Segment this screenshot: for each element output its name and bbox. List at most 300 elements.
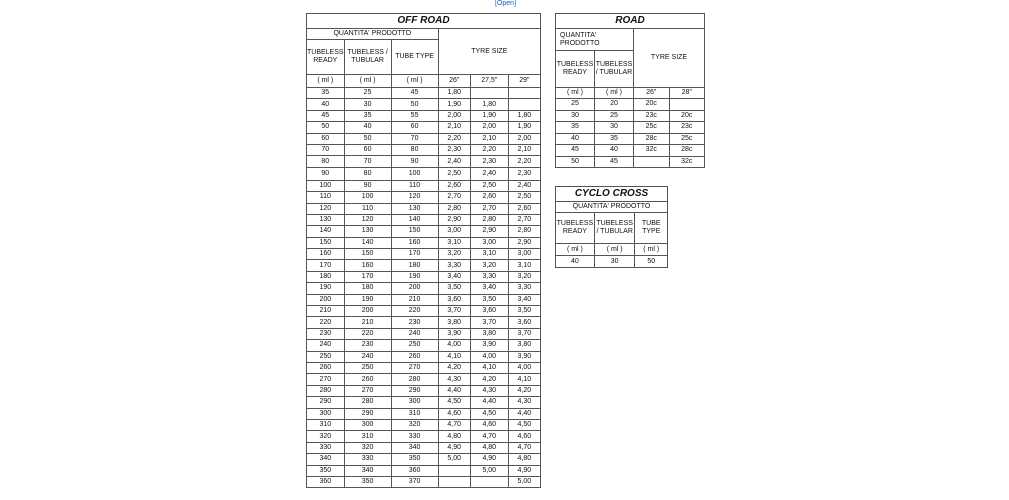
road-col-tubeless-ready: TUBELESS READY <box>556 51 595 88</box>
table-cell: 220 <box>307 317 345 328</box>
table-cell: 130 <box>391 203 438 214</box>
table-cell: 190 <box>391 271 438 282</box>
table-cell: 30 <box>556 110 595 122</box>
road-tyre-size-header: TYRE SIZE <box>634 29 705 88</box>
table-cell: 5,00 <box>508 476 540 487</box>
table-cell: 35 <box>344 110 391 121</box>
table-cell: 45 <box>307 110 345 121</box>
unit-cell: ( ml ) <box>344 75 391 88</box>
table-cell: 25c <box>634 122 670 134</box>
table-cell: 2,50 <box>508 192 540 203</box>
table-row <box>307 99 541 110</box>
table-cell: 80 <box>307 156 345 167</box>
table-cell: 250 <box>344 362 391 373</box>
table-cell: 3,50 <box>470 294 508 305</box>
table-cell: 100 <box>344 192 391 203</box>
table-cell: 2,10 <box>438 122 470 133</box>
road-body <box>556 99 705 168</box>
offroad-col-tube-type: TUBE TYPE <box>391 40 438 75</box>
table-cell: 4,80 <box>438 431 470 442</box>
table-cell: 110 <box>307 192 345 203</box>
table-cell: 320 <box>307 431 345 442</box>
table-cell: 80 <box>391 144 438 155</box>
table-cell: 2,20 <box>438 133 470 144</box>
table-cell: 160 <box>307 249 345 260</box>
table-cell: 40 <box>344 122 391 133</box>
table-cell: 70 <box>391 133 438 144</box>
unit-cell: ( ml ) <box>391 75 438 88</box>
table-cell: 45 <box>595 156 634 168</box>
table-cell: 330 <box>344 454 391 465</box>
table-row <box>307 431 541 442</box>
road-col-tubeless-tubular: TUBELESS / TUBULAR <box>595 51 634 88</box>
table-cell: 3,60 <box>508 317 540 328</box>
offroad-title: OFF ROAD <box>307 14 541 29</box>
table-cell: 3,00 <box>508 249 540 260</box>
road-title: ROAD <box>556 14 705 29</box>
table-row <box>307 180 541 191</box>
table-cell: 4,40 <box>438 385 470 396</box>
table-row <box>307 167 541 180</box>
table-cell: 35 <box>595 133 634 145</box>
table-cell: 230 <box>307 328 345 339</box>
table-cell: 2,60 <box>470 192 508 203</box>
table-cell: 350 <box>307 465 345 476</box>
table-cell: 200 <box>307 294 345 305</box>
table-cell: 2,30 <box>438 144 470 155</box>
table-cell: 2,50 <box>470 180 508 191</box>
table-row <box>307 192 541 203</box>
table-cell: 4,80 <box>470 442 508 453</box>
table-cell <box>470 88 508 99</box>
table-cell: 2,80 <box>508 226 540 237</box>
table-cell: 120 <box>391 192 438 203</box>
table-cell: 3,20 <box>508 271 540 282</box>
table-cell: 4,90 <box>438 442 470 453</box>
table-cell: 25 <box>595 110 634 122</box>
table-cell: 130 <box>344 226 391 237</box>
table-cell: 3,10 <box>508 260 540 271</box>
table-cell: 32c <box>634 145 670 157</box>
table-row <box>307 144 541 155</box>
table-cell: 240 <box>344 351 391 362</box>
table-cell: 310 <box>307 419 345 430</box>
table-cell: 2,60 <box>438 180 470 191</box>
table-cell: 4,70 <box>508 442 540 453</box>
table-cell: 180 <box>307 271 345 282</box>
table-cell: 290 <box>307 397 345 408</box>
table-cell: 330 <box>307 442 345 453</box>
table-cell: 2,50 <box>438 167 470 180</box>
table-row <box>307 249 541 260</box>
table-cell: 70 <box>344 156 391 167</box>
table-cell: 3,10 <box>438 237 470 248</box>
table-cell: 3,10 <box>470 249 508 260</box>
table-cell: 210 <box>391 294 438 305</box>
table-cell: 230 <box>391 317 438 328</box>
table-cell: 1,90 <box>470 110 508 121</box>
table-cell: 45 <box>391 88 438 99</box>
table-cell: 45 <box>556 145 595 157</box>
table-cell: 20c <box>634 99 670 111</box>
table-cell: 4,20 <box>470 374 508 385</box>
table-cell: 270 <box>391 362 438 373</box>
table-cell: 340 <box>391 442 438 453</box>
open-link[interactable]: [Open] <box>495 0 517 7</box>
table-cell: 23c <box>669 122 705 134</box>
table-cell: 140 <box>391 214 438 225</box>
table-cell: 280 <box>391 374 438 385</box>
table-cell: 3,30 <box>470 271 508 282</box>
table-cell: 260 <box>391 351 438 362</box>
table-row <box>307 237 541 248</box>
table-cell: 250 <box>307 351 345 362</box>
table-cell: 280 <box>307 385 345 396</box>
table-cell: 360 <box>307 476 345 487</box>
table-cell: 2,10 <box>508 144 540 155</box>
table-row <box>307 351 541 362</box>
table-cell: 2,90 <box>438 214 470 225</box>
table-cell: 2,80 <box>438 203 470 214</box>
table-cell: 50 <box>556 156 595 168</box>
table-cell: 3,00 <box>438 226 470 237</box>
unit-cell: ( ml ) <box>307 75 345 88</box>
table-cell: 320 <box>344 442 391 453</box>
unit-cell: 28" <box>669 88 705 99</box>
table-row <box>556 99 705 111</box>
table-cell: 2,20 <box>470 144 508 155</box>
table-cell: 240 <box>391 328 438 339</box>
cyclo-table <box>555 186 668 268</box>
table-cell <box>634 156 670 168</box>
table-cell: 4,60 <box>470 419 508 430</box>
table-cell: 120 <box>344 214 391 225</box>
table-cell: 330 <box>391 431 438 442</box>
table-row <box>556 133 705 145</box>
table-row <box>307 306 541 317</box>
table-cell: 30 <box>595 122 634 134</box>
table-cell <box>438 465 470 476</box>
table-cell: 4,20 <box>438 362 470 373</box>
table-cell: 350 <box>344 476 391 487</box>
table-cell: 3,70 <box>438 306 470 317</box>
unit-cell: ( ml ) <box>595 88 634 99</box>
table-cell: 2,80 <box>470 214 508 225</box>
table-cell <box>438 476 470 487</box>
table-row <box>307 385 541 396</box>
table-cell: 4,60 <box>438 408 470 419</box>
table-cell: 190 <box>307 283 345 294</box>
table-cell: 40 <box>556 256 595 268</box>
table-cell: 1,80 <box>470 99 508 110</box>
table-cell: 190 <box>344 294 391 305</box>
table-row <box>307 408 541 419</box>
table-cell: 90 <box>307 167 345 180</box>
table-cell: 2,90 <box>508 237 540 248</box>
table-cell: 80 <box>344 167 391 180</box>
table-cell: 150 <box>391 226 438 237</box>
table-cell: 20 <box>595 99 634 111</box>
table-cell: 150 <box>344 249 391 260</box>
table-cell: 250 <box>391 340 438 351</box>
unit-cell: 29" <box>508 75 540 88</box>
table-cell: 110 <box>344 203 391 214</box>
table-cell: 4,50 <box>508 419 540 430</box>
table-cell: 2,40 <box>470 167 508 180</box>
table-cell: 160 <box>344 260 391 271</box>
unit-cell: 26" <box>634 88 670 99</box>
table-cell: 350 <box>391 454 438 465</box>
offroad-col-tubeless-ready: TUBELESS READY <box>307 40 345 75</box>
table-cell: 90 <box>344 180 391 191</box>
road-qty-header: QUANTITA' PRODOTTO <box>556 29 634 51</box>
table-cell: 100 <box>391 167 438 180</box>
table-cell: 4,60 <box>508 431 540 442</box>
table-cell: 25 <box>344 88 391 99</box>
table-row <box>307 110 541 121</box>
table-cell: 3,80 <box>470 328 508 339</box>
table-row <box>307 294 541 305</box>
table-cell: 280 <box>344 397 391 408</box>
table-cell: 50 <box>391 99 438 110</box>
table-cell: 300 <box>391 397 438 408</box>
table-cell: 2,00 <box>470 122 508 133</box>
table-cell: 28c <box>669 145 705 157</box>
table-cell: 2,90 <box>470 226 508 237</box>
table-cell: 3,70 <box>470 317 508 328</box>
table-cell: 3,70 <box>508 328 540 339</box>
offroad-table <box>306 13 541 488</box>
table-cell: 260 <box>344 374 391 385</box>
table-cell: 4,50 <box>438 397 470 408</box>
table-cell: 1,90 <box>438 99 470 110</box>
table-cell: 3,30 <box>438 260 470 271</box>
table-cell: 60 <box>307 133 345 144</box>
cyclo-qty-header: QUANTITA' PRODOTTO <box>556 202 668 213</box>
table-cell: 170 <box>307 260 345 271</box>
table-cell: 4,00 <box>508 362 540 373</box>
table-cell: 3,80 <box>438 317 470 328</box>
table-row <box>307 271 541 282</box>
table-cell: 340 <box>344 465 391 476</box>
table-cell: 30 <box>344 99 391 110</box>
table-row <box>307 156 541 167</box>
table-cell: 180 <box>344 283 391 294</box>
table-cell: 3,40 <box>438 271 470 282</box>
table-cell: 4,40 <box>508 408 540 419</box>
table-cell: 50 <box>635 256 668 268</box>
table-cell: 2,30 <box>508 167 540 180</box>
table-cell: 180 <box>391 260 438 271</box>
table-cell: 4,40 <box>470 397 508 408</box>
unit-cell: 26" <box>438 75 470 88</box>
table-cell: 310 <box>391 408 438 419</box>
table-row <box>307 397 541 408</box>
table-cell: 160 <box>391 237 438 248</box>
table-cell: 110 <box>391 180 438 191</box>
table-cell: 220 <box>391 306 438 317</box>
table-cell: 2,40 <box>438 156 470 167</box>
table-cell: 50 <box>344 133 391 144</box>
table-row <box>556 156 705 168</box>
table-cell: 290 <box>391 385 438 396</box>
offroad-body <box>307 88 541 488</box>
table-cell: 3,90 <box>508 351 540 362</box>
table-row <box>556 110 705 122</box>
table-row <box>556 145 705 157</box>
table-cell: 370 <box>391 476 438 487</box>
table-cell: 3,80 <box>508 340 540 351</box>
offroad-col-tubeless-tubular: TUBELESS / TUBULAR <box>344 40 391 75</box>
table-cell: 3,60 <box>438 294 470 305</box>
table-cell: 2,70 <box>438 192 470 203</box>
table-row <box>307 203 541 214</box>
road-table <box>555 13 705 168</box>
table-cell: 2,30 <box>470 156 508 167</box>
table-row <box>556 256 668 268</box>
table-cell <box>508 88 540 99</box>
table-cell: 210 <box>344 317 391 328</box>
table-cell: 4,70 <box>438 419 470 430</box>
cyclo-col-tube-type: TUBE TYPE <box>635 213 668 244</box>
table-cell: 2,20 <box>508 156 540 167</box>
table-cell: 1,80 <box>508 110 540 121</box>
table-row <box>556 122 705 134</box>
table-cell: 270 <box>307 374 345 385</box>
table-cell: 40 <box>556 133 595 145</box>
table-cell: 4,70 <box>470 431 508 442</box>
table-cell: 4,90 <box>470 454 508 465</box>
table-cell: 120 <box>307 203 345 214</box>
table-cell: 3,30 <box>508 283 540 294</box>
table-cell: 4,00 <box>438 340 470 351</box>
table-cell: 2,70 <box>508 214 540 225</box>
unit-cell: 27,5" <box>470 75 508 88</box>
table-row <box>307 328 541 339</box>
table-cell: 220 <box>344 328 391 339</box>
table-cell: 2,60 <box>508 203 540 214</box>
unit-cell: ( ml ) <box>556 88 595 99</box>
table-cell: 40 <box>595 145 634 157</box>
table-cell: 2,10 <box>470 133 508 144</box>
cyclo-body <box>556 256 668 268</box>
table-cell: 20c <box>669 110 705 122</box>
table-cell: 170 <box>344 271 391 282</box>
table-cell: 3,50 <box>508 306 540 317</box>
table-cell: 3,20 <box>470 260 508 271</box>
table-cell: 30 <box>594 256 635 268</box>
table-cell: 170 <box>391 249 438 260</box>
table-cell: 60 <box>391 122 438 133</box>
table-row <box>307 476 541 487</box>
table-cell: 50 <box>307 122 345 133</box>
table-cell <box>669 99 705 111</box>
table-cell <box>508 99 540 110</box>
table-cell: 2,70 <box>470 203 508 214</box>
table-cell: 150 <box>307 237 345 248</box>
table-row <box>307 454 541 465</box>
table-cell: 5,00 <box>438 454 470 465</box>
cyclo-title: CYCLO CROSS <box>556 187 668 202</box>
table-cell: 1,80 <box>438 88 470 99</box>
table-cell: 3,50 <box>438 283 470 294</box>
table-cell: 4,20 <box>508 385 540 396</box>
table-cell: 90 <box>391 156 438 167</box>
table-row <box>307 362 541 373</box>
table-cell: 240 <box>307 340 345 351</box>
table-cell: 4,30 <box>438 374 470 385</box>
table-cell: 140 <box>307 226 345 237</box>
cyclo-col-tubeless-ready: TUBELESS READY <box>556 213 595 244</box>
table-row <box>307 317 541 328</box>
table-cell: 2,00 <box>508 133 540 144</box>
table-cell: 32c <box>669 156 705 168</box>
table-cell: 3,90 <box>470 340 508 351</box>
table-cell: 4,90 <box>508 465 540 476</box>
table-cell: 210 <box>307 306 345 317</box>
table-cell: 70 <box>307 144 345 155</box>
table-cell: 1,90 <box>508 122 540 133</box>
table-cell: 2,40 <box>508 180 540 191</box>
table-cell: 3,40 <box>508 294 540 305</box>
table-cell: 2,00 <box>438 110 470 121</box>
table-cell: 3,20 <box>438 249 470 260</box>
table-cell: 200 <box>391 283 438 294</box>
table-cell: 4,30 <box>508 397 540 408</box>
unit-cell: ( ml ) <box>635 244 668 256</box>
table-row <box>307 340 541 351</box>
table-cell: 4,10 <box>508 374 540 385</box>
unit-cell: ( ml ) <box>556 244 595 256</box>
table-row <box>307 226 541 237</box>
table-cell: 310 <box>344 431 391 442</box>
table-row <box>307 133 541 144</box>
table-cell: 340 <box>307 454 345 465</box>
table-row <box>307 419 541 430</box>
offroad-tyre-size-header: TYRE SIZE <box>438 29 540 75</box>
table-cell: 4,10 <box>470 362 508 373</box>
table-cell: 60 <box>344 144 391 155</box>
table-cell: 40 <box>307 99 345 110</box>
table-cell: 25 <box>556 99 595 111</box>
table-cell: 25c <box>669 133 705 145</box>
table-cell: 3,90 <box>438 328 470 339</box>
table-cell: 360 <box>391 465 438 476</box>
table-cell: 3,60 <box>470 306 508 317</box>
table-cell: 300 <box>307 408 345 419</box>
unit-cell: ( ml ) <box>594 244 635 256</box>
offroad-qty-header: QUANTITA' PRODOTTO <box>307 29 439 40</box>
table-cell: 4,30 <box>470 385 508 396</box>
cyclo-col-tubeless-tubular: TUBELESS / TUBULAR <box>594 213 635 244</box>
table-cell: 4,80 <box>508 454 540 465</box>
table-cell: 4,10 <box>438 351 470 362</box>
table-row <box>307 260 541 271</box>
table-cell: 300 <box>344 419 391 430</box>
table-row <box>307 88 541 99</box>
table-cell: 140 <box>344 237 391 248</box>
table-row <box>307 442 541 453</box>
table-cell: 35 <box>556 122 595 134</box>
table-cell: 200 <box>344 306 391 317</box>
table-cell: 260 <box>307 362 345 373</box>
table-cell: 3,40 <box>470 283 508 294</box>
table-cell <box>470 476 508 487</box>
table-row <box>307 122 541 133</box>
table-cell: 290 <box>344 408 391 419</box>
table-cell: 320 <box>391 419 438 430</box>
table-cell: 4,50 <box>470 408 508 419</box>
